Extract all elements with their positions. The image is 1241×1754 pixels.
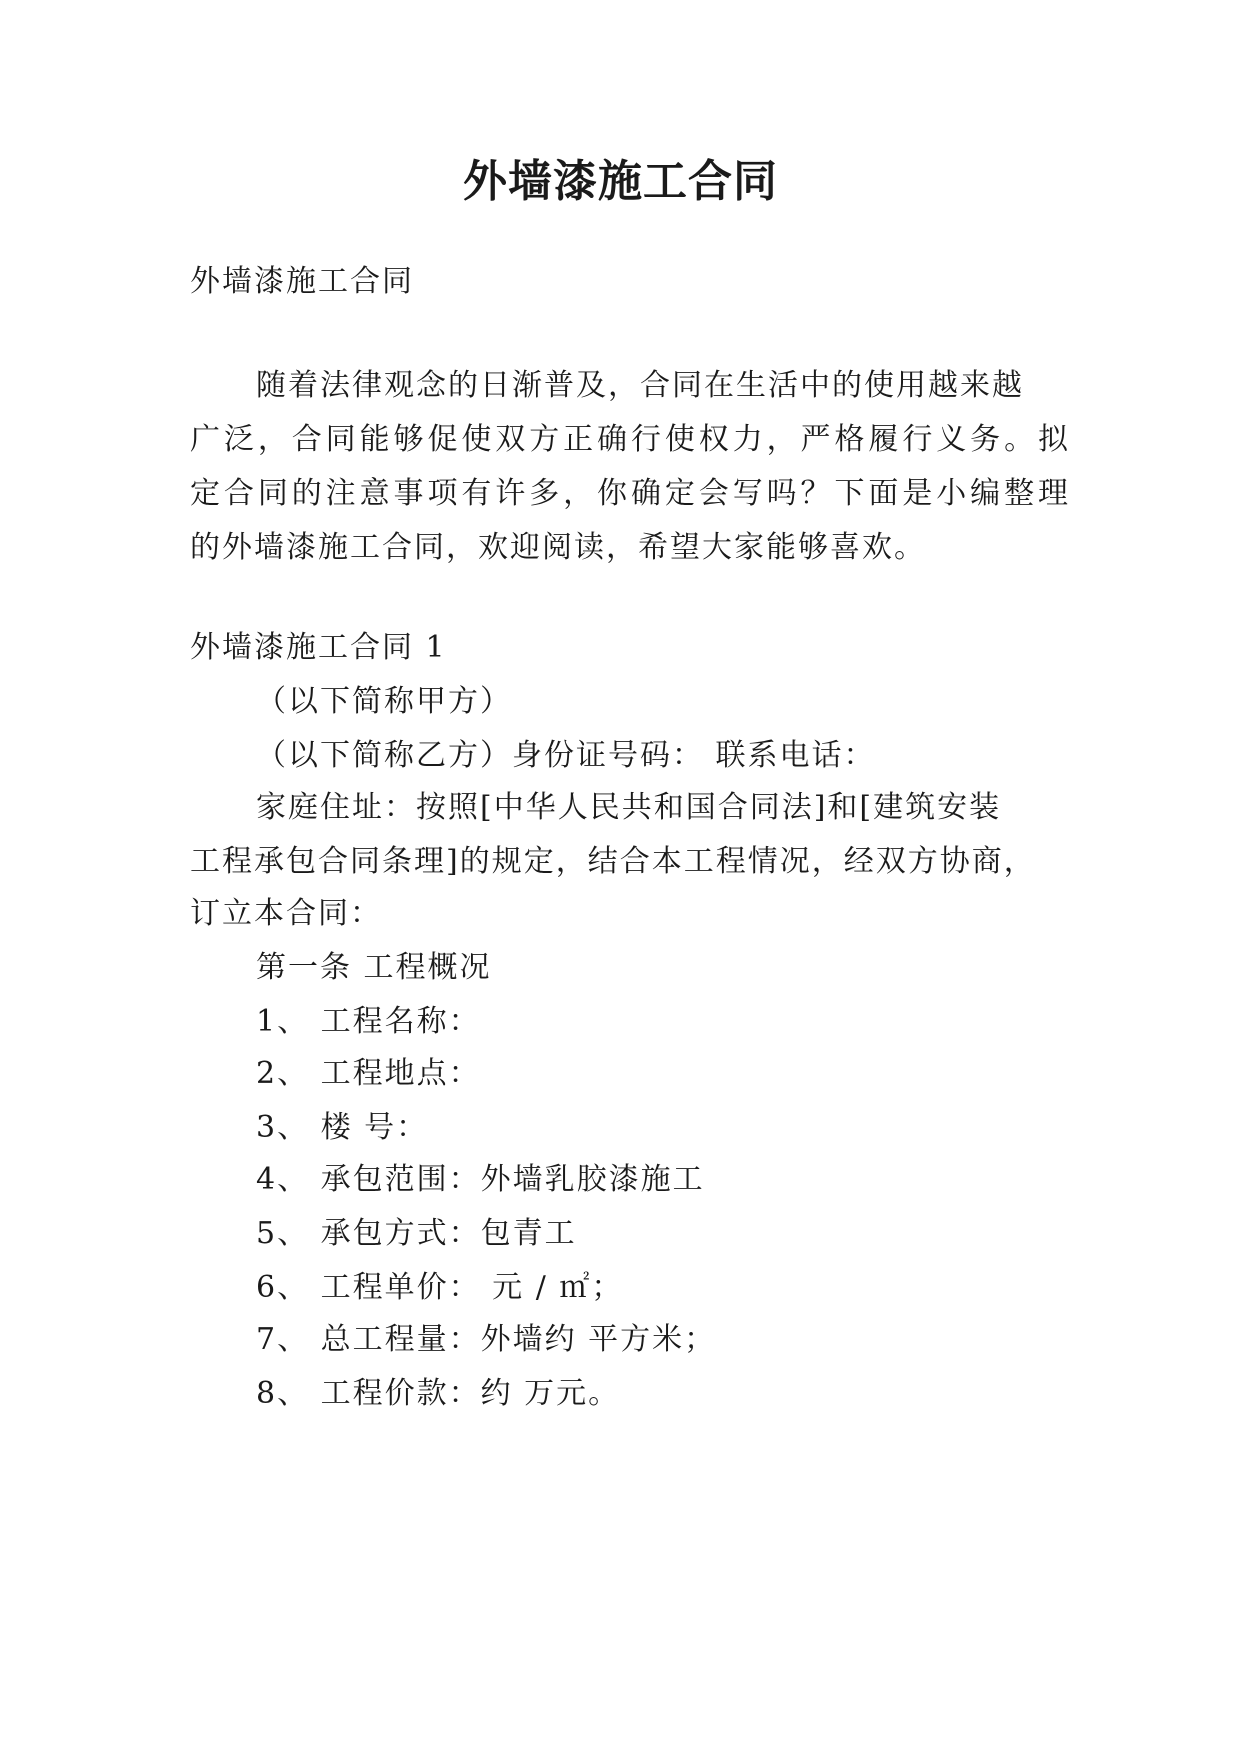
intro-line: 定合同的注意事项有许多，你确定会写吗？下面是小编整理 xyxy=(190,476,1070,511)
list-item: 3、 楼 号： xyxy=(256,1110,429,1145)
list-item: 2、 工程地点： xyxy=(256,1056,481,1091)
party-b-line: （以下简称乙方）身份证号码： 联系电话： xyxy=(256,738,876,773)
list-item: 6、 工程单价： 元 / ㎡； xyxy=(256,1270,624,1305)
preamble-line: 工程承包合同条理]的规定，结合本工程情况，经双方协商， xyxy=(190,844,1036,879)
list-item: 5、 承包方式：包青工 xyxy=(256,1216,577,1251)
section-heading: 外墙漆施工合同 1 xyxy=(190,630,447,665)
list-item: 8、 工程价款：约 万元。 xyxy=(256,1376,621,1411)
document-subtitle: 外墙漆施工合同 xyxy=(190,264,414,299)
preamble-line: 订立本合同： xyxy=(190,896,382,931)
preamble-line: 家庭住址：按照[中华人民共和国合同法]和[建筑安装 xyxy=(256,790,1002,825)
list-item: 4、 承包范围：外墙乳胶漆施工 xyxy=(256,1162,705,1197)
list-item: 1、 工程名称： xyxy=(256,1004,481,1039)
party-a-line: （以下简称甲方） xyxy=(256,684,512,719)
intro-line: 广泛，合同能够促使双方正确行使权力，严格履行义务。拟 xyxy=(190,422,1070,457)
list-item: 7、 总工程量：外墙约 平方米； xyxy=(256,1322,717,1357)
article-one-heading: 第一条 工程概况 xyxy=(256,950,492,985)
intro-line: 的外墙漆施工合同，欢迎阅读，希望大家能够喜欢。 xyxy=(190,530,926,565)
intro-line: 随着法律观念的日渐普及，合同在生活中的使用越来越 xyxy=(256,368,1024,403)
document-title: 外墙漆施工合同 xyxy=(463,156,778,207)
